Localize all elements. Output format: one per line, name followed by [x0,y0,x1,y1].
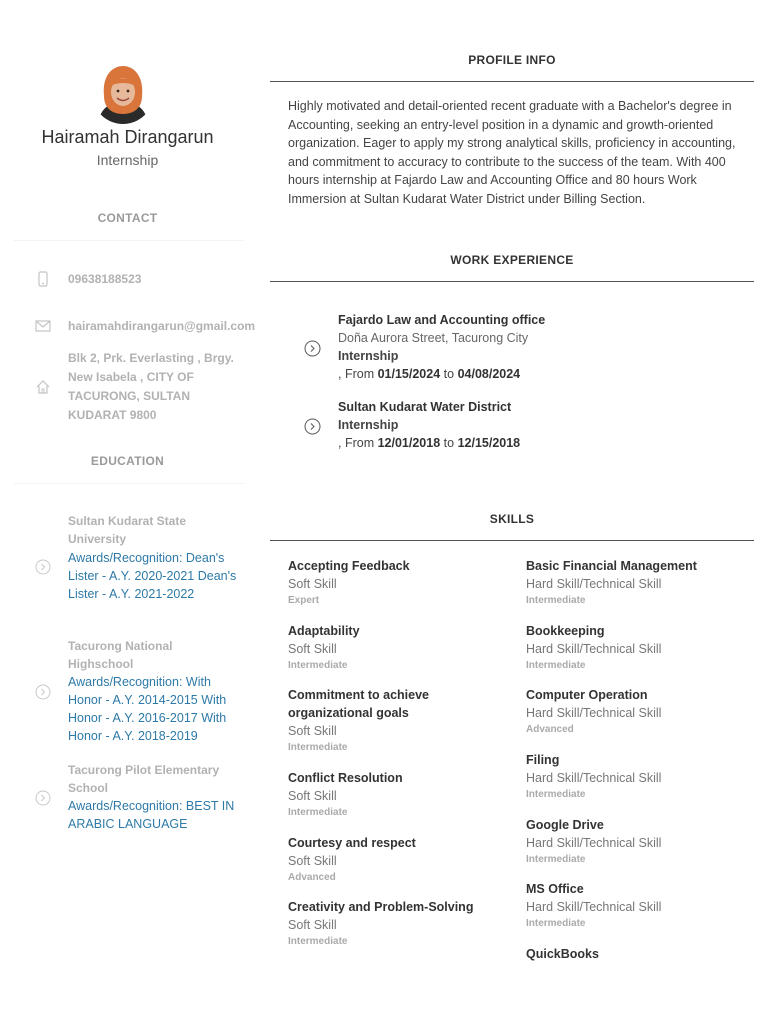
skill-name: Computer Operation [526,688,648,702]
skill-level: Intermediate [526,854,586,865]
skill-level: Intermediate [288,742,348,753]
skill-name: Filing [526,753,560,767]
work-dates: , From 01/15/2024 to 04/08/2024 [338,367,521,381]
skill-level: Intermediate [288,936,348,947]
skill-item [526,686,746,737]
chevron-circle-icon [304,418,321,435]
skill-type: Soft Skill [288,724,337,738]
phone-icon [35,271,51,287]
work-end-date: 04/08/2024 [457,367,521,381]
contact-address: Blk 2, Prk. Everlasting , Brgy. New Isabela , CITY OF TACURONG, SULTAN KUDARAT 9800 [68,351,234,422]
avatar [92,62,154,124]
profile-info-divider [270,81,754,82]
contact-email[interactable]: hairamahdirangarun@gmail.com [68,319,256,333]
skill-item [288,769,508,820]
skill-item [288,622,508,673]
skill-item [526,816,746,867]
education-heading: EDUCATION [90,454,165,468]
skill-level: Intermediate [526,918,586,929]
skill-name: Bookkeeping [526,624,605,638]
home-icon [35,379,51,395]
candidate-name: Hairamah Dirangarun [41,127,214,147]
skills-divider [270,540,754,541]
contact-phone[interactable]: 09638188523 [68,272,142,286]
skill-type: Soft Skill [288,789,337,803]
skill-type: Hard Skill/Technical Skill [526,577,662,591]
work-start-date: 01/15/2024 [377,367,441,381]
skill-item [526,622,746,673]
skill-item [526,751,746,802]
avatar-photo [92,62,154,124]
skill-type: Hard Skill/Technical Skill [526,836,662,850]
work-role: Internship [338,349,399,363]
education-award: Awards/Recognition: BEST IN ARABIC LANGUAGE [68,799,235,831]
skill-type: Soft Skill [288,642,337,656]
skill-type: Soft Skill [288,577,337,591]
skill-name: Accepting Feedback [288,559,410,573]
profile-info-heading: PROFILE INFO [468,53,556,67]
education-school: Tacurong National Highschool [68,639,173,671]
skill-level: Intermediate [288,807,348,818]
skill-name: Adaptability [288,624,360,638]
skill-item [288,898,508,949]
skill-type: Hard Skill/Technical Skill [526,642,662,656]
work-end-date: 12/15/2018 [457,436,521,450]
skill-item [526,880,746,931]
skill-type: Soft Skill [288,854,337,868]
work-start-date: 12/01/2018 [377,436,441,450]
skill-type: Soft Skill [288,918,337,932]
skill-level: Intermediate [526,660,586,671]
skill-level: Intermediate [288,660,348,671]
work-experience-divider [270,281,754,282]
skill-type: Hard Skill/Technical Skill [526,900,662,914]
skill-name: MS Office [526,882,584,896]
skill-name: Commitment to achieve organizational goals [288,688,430,720]
skill-item [526,557,746,608]
education-award: Awards/Recognition: Dean's Lister - A.Y. 2020-2021 Dean's Lister - A.Y. 2021-2022 [68,551,237,601]
work-dates: , From 12/01/2018 to 12/15/2018 [338,436,521,450]
education-award: Awards/Recognition: With Honor - A.Y. 2014-2015 With Honor - A.Y. 2016-2017 With Honor - A.Y. 2018-2019 [68,675,227,743]
work-item [338,398,738,452]
candidate-role: Internship [96,152,159,168]
skill-item [288,686,478,755]
education-school: Sultan Kudarat State University [68,514,187,546]
skill-level: Expert [288,595,320,606]
work-role: Internship [338,418,399,432]
skill-name: Basic Financial Management [526,559,697,573]
skill-name: QuickBooks [526,947,599,961]
skill-type: Hard Skill/Technical Skill [526,706,662,720]
skill-item [288,557,508,608]
envelope-icon [35,318,51,334]
skills-heading: SKILLS [489,512,535,526]
skill-type: Hard Skill/Technical Skill [526,771,662,785]
chevron-circle-icon [35,790,51,806]
work-company: Sultan Kudarat Water District [338,400,512,414]
work-experience-heading: WORK EXPERIENCE [450,253,574,267]
main-content [270,0,754,1024]
education-divider [14,483,244,484]
skill-name: Courtesy and respect [288,836,416,850]
contact-heading: CONTACT [97,211,158,225]
education-school: Tacurong Pilot Elementary School [68,763,220,795]
sidebar [0,0,260,1024]
skill-level: Intermediate [526,789,586,800]
chevron-circle-icon [304,340,321,357]
skill-name: Google Drive [526,818,604,832]
contact-divider [14,240,244,241]
skill-item [288,834,508,885]
skill-name: Creativity and Problem-Solving [288,900,474,914]
work-address: Doña Aurora Street, Tacurong City [338,331,529,345]
skill-level: Intermediate [526,595,586,606]
chevron-circle-icon [35,559,51,575]
skill-item [526,945,746,963]
work-company: Fajardo Law and Accounting office [338,313,546,327]
work-item [338,311,738,383]
chevron-circle-icon [35,684,51,700]
skill-level: Advanced [526,724,574,735]
skill-level: Advanced [288,872,336,883]
skill-name: Conflict Resolution [288,771,403,785]
profile-summary: Highly motivated and detail-oriented recent graduate with a Bachelor's degree in Accounting, seeking an entry-level position in a dynamic and growth-oriented organization. Eager to apply my strong analytical skills, proficiency in accounting, and commitment to accuracy to contribute to the success of the team. With 400 hours internship at Fajardo Law and Accounting Office and 80 hours Work Immersion at Sultan Kudarat Water District under Billing Section. [288,99,736,206]
